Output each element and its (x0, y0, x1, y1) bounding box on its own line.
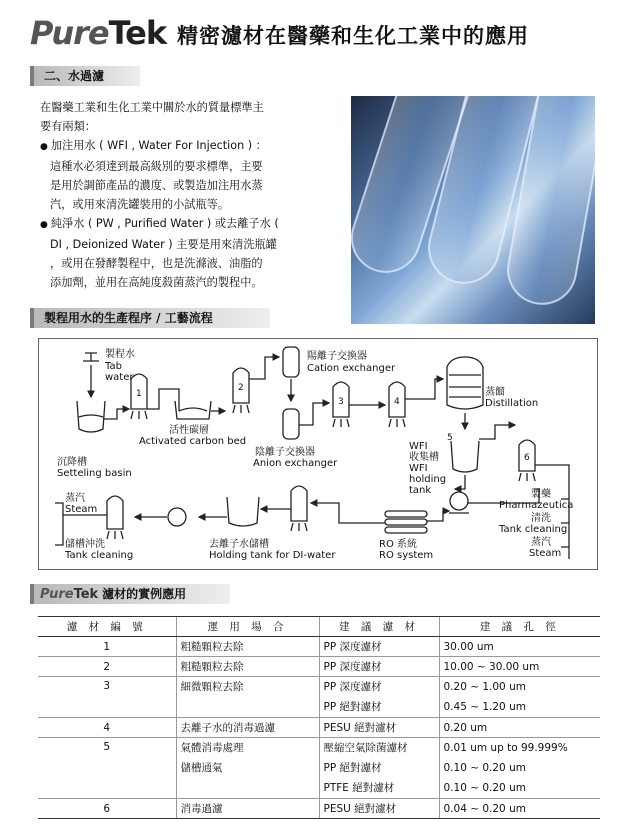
steam-label-en: Steam (65, 504, 98, 515)
row-pore: 10.00 ~ 30.00 um (439, 657, 600, 677)
row-pore: 0.01 um up to 99.999% (443, 742, 568, 754)
pw-line: ，或用在發酵製程中，也是洗滌液、油脂的 (50, 257, 263, 270)
wfi-tank-label: WFI (409, 441, 428, 452)
row-use (181, 697, 315, 717)
row-use: 氣體消毒處理 (180, 742, 244, 754)
applications-heading-text: 濾材的實例應用 (102, 587, 187, 601)
anion-label-zh: 陰離子交換器 (255, 447, 315, 458)
table-row (38, 718, 600, 738)
tap-icon (83, 353, 99, 361)
steam2-label-en: Steam (529, 548, 562, 559)
tap-water-label-en1: Tab (105, 361, 122, 372)
test-tubes-photo (351, 96, 595, 324)
distillation-label-zh: 蒸餾 (485, 387, 505, 398)
puretek-logo (30, 14, 166, 52)
wfi-line: 這種水必須達到最高級別的要求標準，主要 (50, 160, 263, 173)
stage-number-4: 4 (394, 397, 400, 407)
table-row (38, 799, 600, 819)
column-header: 建 議 濾 材 (319, 617, 439, 637)
table-row (38, 637, 600, 657)
steam-label-zh: 蒸汽 (65, 493, 85, 504)
row-number: 2 (38, 657, 176, 677)
pharma-label-zh: 製藥 (531, 489, 551, 500)
row-pore: 0.45 ~ 1.20 um (443, 701, 526, 713)
row-use: 粗糙顆粒去除 (176, 637, 319, 657)
wfi-tank-label: WFI (409, 463, 428, 474)
row-number: 1 (38, 637, 176, 657)
clean-label-en: Tank cleaning (499, 524, 568, 535)
wfi-line: 是用於調節產品的濃度、或製造加注用水蒸 (50, 179, 263, 192)
row-filter: PP 深度濾材 (319, 637, 439, 657)
row-filter: PP 絕對濾材 (323, 701, 382, 713)
wfi-line: 汽，或用來清洗罐裝用的小試瓶等。 (50, 198, 230, 211)
row-use: 細微顆粒去除 (180, 681, 244, 693)
ro-system-icon (385, 511, 427, 533)
wfi-tank-label: holding (409, 474, 447, 485)
puretek-mini-logo (40, 587, 98, 602)
cation-exchanger-icon (283, 347, 299, 377)
row-use: 粗糙顆粒去除 (176, 657, 319, 677)
table-row (38, 738, 600, 799)
row-pore: 30.00 um (439, 637, 600, 657)
stage-number-2: 2 (238, 383, 244, 393)
logo-pure: Pure (30, 14, 109, 52)
filter-applications-table (38, 616, 600, 819)
distillation-label-en: Distillation (485, 398, 539, 409)
pump-2-icon (168, 508, 186, 526)
row-filter: PP 深度濾材 (319, 657, 439, 677)
row-pore: 0.20 ~ 1.00 um (443, 681, 526, 693)
row-filter: 壓縮空氣除菌濾材 (323, 742, 408, 754)
row-number: 3 (38, 677, 176, 718)
distillation-column-icon (447, 357, 483, 409)
row-use (181, 778, 315, 798)
row-pore: 0.10 ~ 0.20 um (443, 762, 526, 774)
pw-line: 添加劑，並用在高純度殺菌蒸汽的製程中。 (50, 276, 263, 289)
anion-exchanger-icon (283, 409, 299, 439)
row-number: 5 (38, 738, 176, 799)
cation-label-zh: 陽離子交換器 (307, 351, 367, 362)
water-process-flow-diagram (38, 338, 598, 570)
tap-water-label-en2: water (105, 372, 134, 383)
tank-cleaning-label-zh: 儲槽沖洗 (65, 539, 105, 550)
pw-line: DI , Deionized Water ) 主要是用來清洗瓶罐 (50, 238, 277, 251)
table-row (38, 657, 600, 677)
section-process-flow-heading: 製程用水的生產程序 / 工藝流程 (30, 308, 270, 328)
anion-label-en: Anion exchanger (253, 458, 338, 469)
pw-title: ● 純淨水 ( PW , Purified Water ) 或去離子水 ( (40, 214, 325, 235)
steam2-label-zh: 蒸汽 (531, 537, 551, 548)
di-tank-label-en: Holding tank for DI-water (209, 550, 336, 561)
table-row (38, 677, 600, 718)
row-pore: 0.20 um (439, 718, 600, 738)
stage-number-6: 6 (524, 453, 530, 463)
settling-basin-label-zh: 沉降槽 (57, 457, 87, 468)
carbon-bed-label-zh: 活性碳層 (169, 425, 209, 436)
wfi-tank-label: tank (409, 485, 432, 496)
di-tank-label-zh: 去離子水儲槽 (209, 539, 269, 550)
row-number: 6 (38, 799, 176, 819)
row-use: 去離子水的消毒過濾 (176, 718, 319, 738)
wfi-holding-tank-icon (451, 441, 479, 472)
tank-cleaning-label-en: Tank cleaning (65, 550, 134, 561)
ro-label-zh: RO 系統 (379, 539, 417, 550)
di-holding-tank-icon (227, 497, 259, 526)
cation-label-en: Cation exchanger (307, 363, 396, 374)
stage-number-3: 3 (338, 397, 344, 407)
wfi-tank-label: 收集槽 (409, 452, 439, 463)
intro-line: 要有兩類： (40, 120, 96, 133)
row-use: 儲槽通氣 (180, 762, 223, 774)
column-header: 濾 材 編 號 (38, 617, 176, 637)
ro-label-en: RO system (379, 550, 434, 561)
carbon-bed-label-en: Activated carbon bed (139, 436, 247, 447)
stage-number-5: 5 (447, 433, 453, 443)
section-water-filtration-heading: 二、水過濾 (30, 66, 140, 86)
intro-line: 在醫藥工業和生化工業中關於水的質量標準主 (40, 101, 264, 114)
mini-logo-tek: Tek (73, 587, 99, 602)
section-filter-applications-heading (30, 584, 230, 604)
row-use: 消毒過濾 (176, 799, 319, 819)
row-filter: PESU 絕對濾材 (319, 718, 439, 738)
page-title: 精密濾材在醫藥和生化工業中的應用 (177, 24, 529, 48)
water-standards-text (40, 98, 325, 292)
row-filter: PESU 絕對濾材 (319, 799, 439, 819)
clean-label-zh: 清洗 (531, 513, 551, 524)
filter-housing-6-left-icon (107, 496, 123, 539)
filter-housing-4-bottom-icon (291, 486, 307, 531)
row-number: 4 (38, 718, 176, 738)
row-pore: 0.10 ~ 0.20 um (443, 782, 526, 794)
row-pore: 0.04 ~ 0.20 um (439, 799, 600, 819)
stage-number-1: 1 (136, 389, 142, 399)
pharma-label-en: Pharmazeutica (499, 500, 574, 511)
column-header: 建 議 孔 徑 (439, 617, 600, 637)
wfi-title: ● 加注用水 ( WFI , Water For Injection ) ： (40, 136, 325, 157)
logo-tek: Tek (108, 14, 167, 52)
pump-icon (450, 492, 468, 510)
row-filter: PP 深度濾材 (323, 681, 382, 693)
settling-basin-label-en: Setteling basin (57, 468, 132, 479)
row-filter: PTFE 絕對濾材 (323, 782, 395, 794)
table-header-row (38, 617, 600, 637)
row-filter: PP 絕對濾材 (323, 762, 382, 774)
column-header: 運 用 場 合 (176, 617, 319, 637)
mini-logo-pure: Pure (40, 587, 74, 602)
tap-water-label-zh: 製程水 (105, 349, 135, 360)
